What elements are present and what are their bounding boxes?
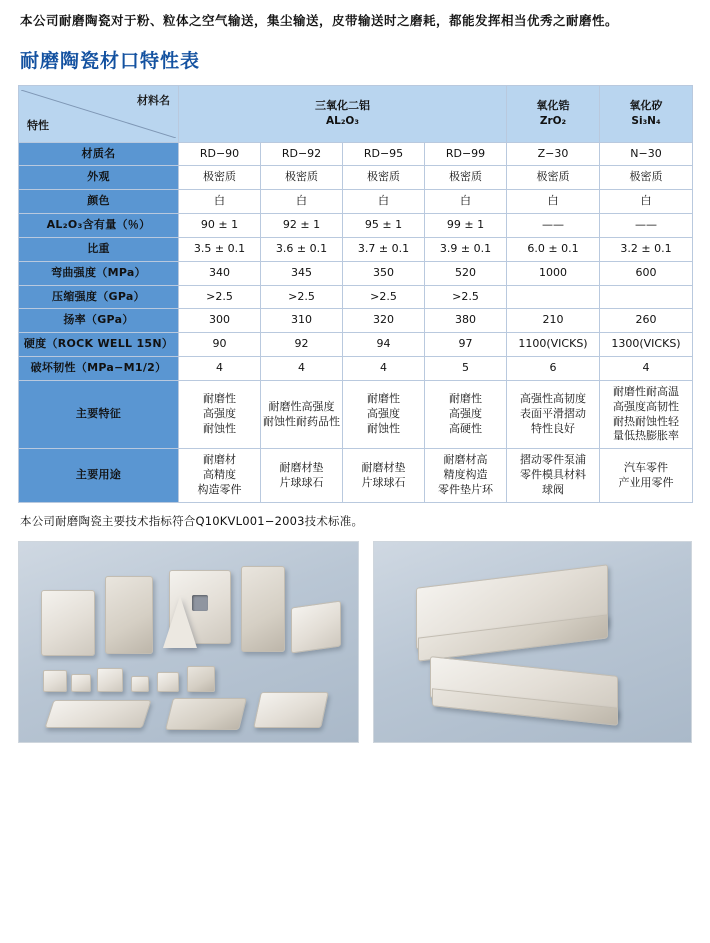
table-cell: 1000 [507,261,600,285]
table-cell: 260 [600,309,693,333]
table-cell: 白 [507,190,600,214]
row-header: 主要特征 [19,380,179,448]
table-cell: 90 ± 1 [179,214,261,238]
table-cell: 5 [425,357,507,381]
table-cell: >2.5 [261,285,343,309]
table-cell: 白 [261,190,343,214]
table-cell: 3.7 ± 0.1 [343,237,425,261]
table-cell: 耐磨性耐高温 高强度高韧性 耐热耐蚀性轻 量低热膨胀率 [600,380,693,448]
standard-note: 本公司耐磨陶瓷主要技术指标符合Q10KVL001−2003技术标准。 [20,513,364,528]
table-cell: 97 [425,333,507,357]
table-cell: —— [507,214,600,238]
table-cell: Z−30 [507,142,600,166]
table-cell: 520 [425,261,507,285]
table-cell: 极密质 [343,166,425,190]
material-name-label: 材料名 [137,93,170,107]
table-cell: 95 ± 1 [343,214,425,238]
row-header: 主要用途 [19,449,179,503]
group-formula-alumina: AL₂O₃ [326,114,359,127]
group-header-zirconia [507,85,600,142]
table-corner-cell [19,85,179,142]
table-cell: 92 [261,333,343,357]
table-row [19,285,693,309]
table-cell: 92 ± 1 [261,214,343,238]
ceramic-chip [43,670,67,692]
table-cell: 90 [179,333,261,357]
table-cell: 极密质 [507,166,600,190]
ceramic-chip [131,676,149,692]
table-cell: 耐磨材垫 片球球石 [261,449,343,503]
table-cell: RD−99 [425,142,507,166]
table-cell: 白 [343,190,425,214]
ceramic-tile [41,590,95,656]
row-header: 颜色 [19,190,179,214]
table-cell: 耐磨性 高强度 高硬性 [425,380,507,448]
table-cell: 摺动零件泵浦 零件模具材料 球阀 [507,449,600,503]
table-cell: 4 [179,357,261,381]
table-cell: 极密质 [425,166,507,190]
row-header: 材质名 [19,142,179,166]
table-row [19,142,693,166]
table-cell: 6.0 ± 0.1 [507,237,600,261]
table-cell: 耐磨材 高精度 构造零件 [179,449,261,503]
ceramic-chip [157,672,179,692]
table-cell: 340 [179,261,261,285]
ceramic-chip [187,666,215,692]
table-cell: 3.9 ± 0.1 [425,237,507,261]
table-row [19,261,693,285]
table-cell: 210 [507,309,600,333]
ceramic-bar [44,700,151,728]
table-cell: 1300(VICKS) [600,333,693,357]
table-cell: 380 [425,309,507,333]
table-cell: >2.5 [179,285,261,309]
table-cell: 汽车零件 产业用零件 [600,449,693,503]
intro-paragraph: 本公司耐磨陶瓷对于粉、粒体之空气输送，集尘输送，皮带输送时之磨耗，都能发挥相当优秀之耐磨性。 [20,13,619,28]
table-row [19,333,693,357]
group-name-alumina: 三氧化二铝 [315,98,370,112]
table-cell: RD−92 [261,142,343,166]
ceramic-tile [105,576,153,654]
table-cell: 345 [261,261,343,285]
ceramic-chip [71,674,91,692]
group-header-silicon-nitride [600,85,693,142]
table-cell: 94 [343,333,425,357]
table-cell: >2.5 [343,285,425,309]
row-header: 破坏韧性（MPa−M1/2） [19,357,179,381]
row-header: 弯曲强度（MPa） [19,261,179,285]
table-row [19,166,693,190]
table-cell: 极密质 [261,166,343,190]
ceramic-chip [97,668,123,692]
table-cell: 耐磨材垫 片球球石 [343,449,425,503]
table-cell [507,285,600,309]
group-formula-silicon-nitride: Si₃N₄ [631,114,661,127]
ceramic-tile [241,566,285,652]
table-cell: 耐磨性 高强度 耐蚀性 [343,380,425,448]
table-cell: 6 [507,357,600,381]
table-row [19,237,693,261]
table-cell: 白 [179,190,261,214]
product-photo-gallery [18,541,692,743]
table-cell: —— [600,214,693,238]
table-row [19,190,693,214]
row-header: 外观 [19,166,179,190]
row-header: 比重 [19,237,179,261]
table-cell: 4 [343,357,425,381]
table-row [19,449,693,503]
table-cell: 310 [261,309,343,333]
table-cell: RD−95 [343,142,425,166]
table-cell: 320 [343,309,425,333]
ceramic-tile [291,600,341,653]
table-cell: 1100(VICKS) [507,333,600,357]
table-cell: 白 [425,190,507,214]
table-header-row [19,85,693,142]
table-cell: 3.2 ± 0.1 [600,237,693,261]
table-row [19,380,693,448]
ceramic-spec-table [18,85,693,503]
product-photo-tiles [18,541,359,743]
table-cell: 白 [600,190,693,214]
group-name-zirconia: 氧化锆 [536,98,570,112]
table-cell: >2.5 [425,285,507,309]
group-formula-zirconia: ZrO₂ [539,114,567,127]
table-cell: 4 [261,357,343,381]
row-header: 硬度（ROCK WELL 15N） [19,333,179,357]
product-photo-blocks [373,541,692,743]
table-cell: 极密质 [179,166,261,190]
property-label: 特性 [27,118,49,132]
ceramic-cone [163,596,197,648]
row-header: 扬率（GPa） [19,309,179,333]
table-cell: N−30 [600,142,693,166]
table-cell: 300 [179,309,261,333]
table-cell [600,285,693,309]
table-cell: 4 [600,357,693,381]
table-row [19,214,693,238]
table-cell: 350 [343,261,425,285]
group-header-alumina [179,85,507,142]
table-cell: 耐磨性 高强度 耐蚀性 [179,380,261,448]
table-cell: 极密质 [600,166,693,190]
table-cell: 耐磨材高 精度构造 零件垫片环 [425,449,507,503]
table-row [19,357,693,381]
row-header: 压缩强度（GPa） [19,285,179,309]
table-cell: 3.5 ± 0.1 [179,237,261,261]
ceramic-bar [165,698,247,730]
section-title: 耐磨陶瓷材口特性表 [20,49,201,72]
row-header: AL₂O₃含有量（％） [19,214,179,238]
group-name-silicon-nitride: 氧化矽 [629,98,663,112]
table-cell: 3.6 ± 0.1 [261,237,343,261]
table-cell: RD−90 [179,142,261,166]
ceramic-bar [253,692,329,728]
table-cell: 高强性高韧度 表面平滑摺动 特性良好 [507,380,600,448]
table-cell: 600 [600,261,693,285]
table-cell: 耐磨性高强度 耐蚀性耐药品性 [261,380,343,448]
table-cell: 99 ± 1 [425,214,507,238]
table-row [19,309,693,333]
